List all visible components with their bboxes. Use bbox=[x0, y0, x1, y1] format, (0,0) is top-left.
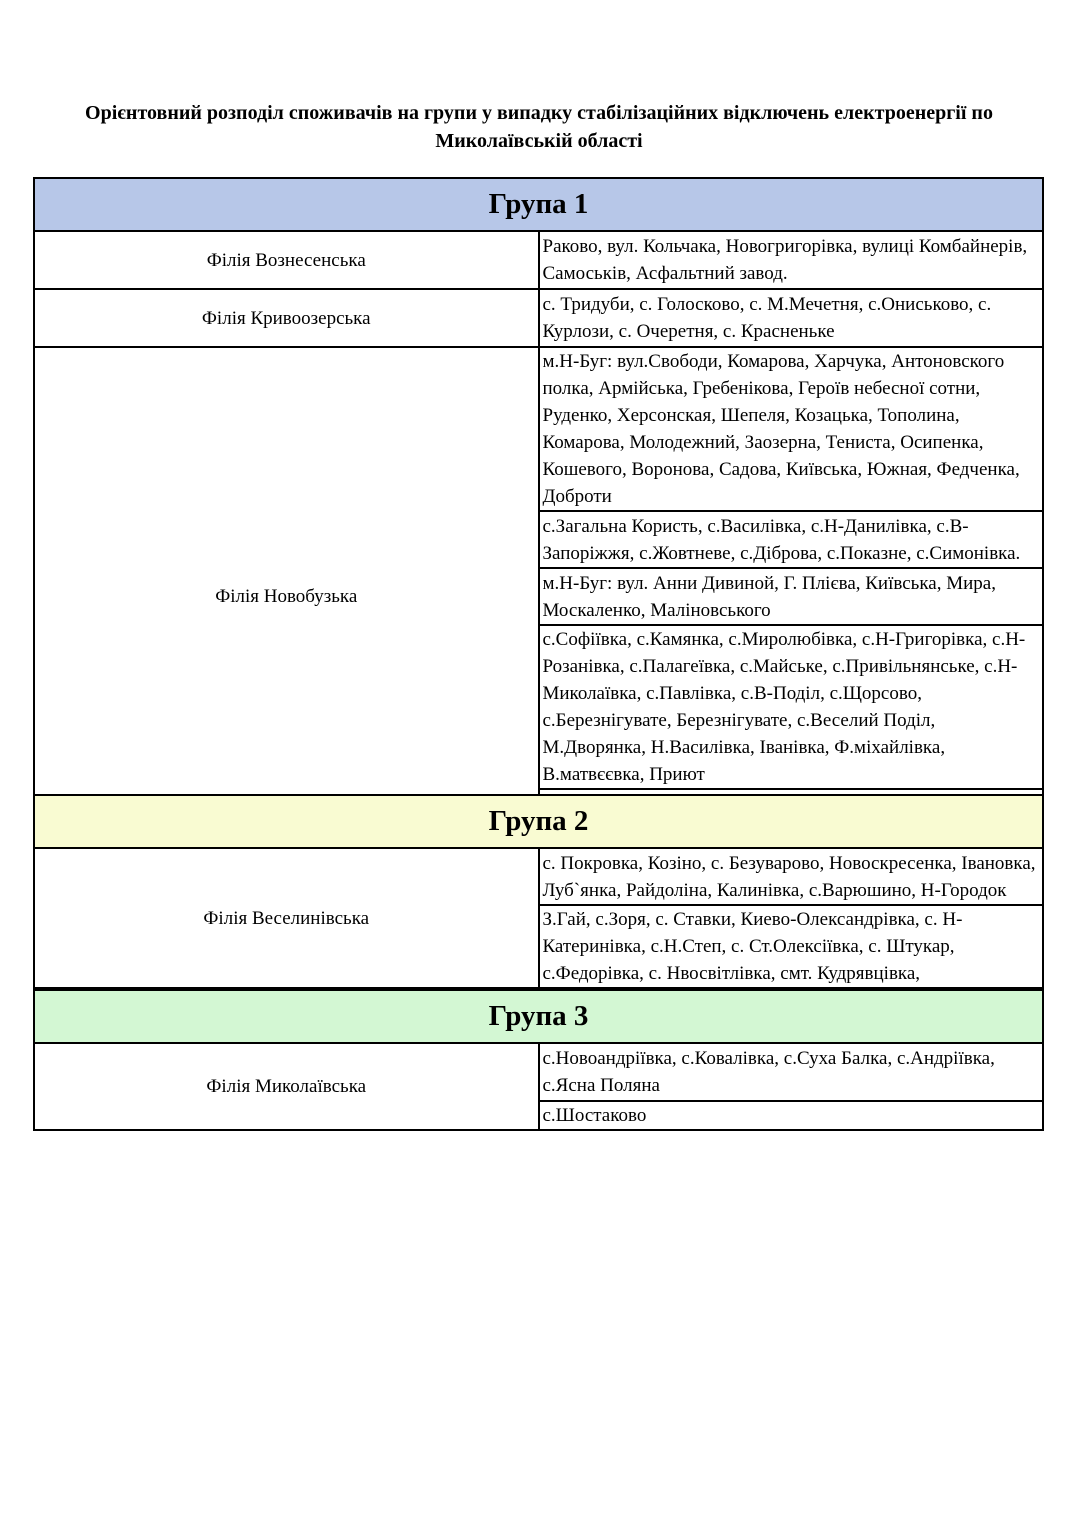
branch-name: Філія Новобузька bbox=[34, 347, 539, 845]
branch-name: Філія Веселинівська bbox=[34, 848, 539, 988]
title-line-1: Орієнтовний розподіл споживачів на групи у випадку стабілізаційних відключень електроенергії по bbox=[85, 102, 993, 124]
group-3-table bbox=[33, 989, 1044, 1131]
location-list: с.Софіївка, с.Камянка, с.Миролюбівка, с.Н-Григорівка, с.Н-Розанівка, с.Палагеївка, с.Майське, с.Привільнянське, с.Н-Миколаївка, с.Павлівка, с.В-Поділ, с.Щорсово, с.Березнігувате, Березнігувате, с.Веселий Поділ, М.Дворянка, Н.Василівка, Іванівка, Ф.міхайлівка, В.матвєєвка, Приют bbox=[539, 625, 1044, 789]
branch-name: Філія Миколаївська bbox=[34, 1043, 539, 1130]
title-line-2: Миколаївській області bbox=[435, 130, 643, 152]
group-header: Група 2 bbox=[34, 795, 1043, 848]
location-list: с.Шостаково bbox=[539, 1101, 1044, 1130]
group-header: Група 1 bbox=[34, 178, 1043, 231]
location-list: с. Покровка, Козіно, с. Безуварово, Новоскресенка, Івановка, Луб`янка, Райдоліна, Калинівка, с.Варюшино, Н-Городок bbox=[539, 848, 1044, 905]
location-list: с. Тридуби, с. Голосково, с. М.Мечетня, с.Ониськово, с. Курлози, с. Очеретня, с. Красненьке bbox=[539, 289, 1044, 347]
group-header: Група 3 bbox=[34, 990, 1043, 1043]
document-title bbox=[34, 99, 1044, 155]
branch-name: Філія Кривоозерська bbox=[34, 289, 539, 347]
location-list: м.Н-Буг: вул.Свободи, Комарова, Харчука, Антоновского полка, Армійська, Гребенікова, Героїв небесної сотни, Руденко, Херсонская, Шепеля, Козацька, Тополина, Комарова, Молодежний, Заозерна, Тениста, Осипенка, Кошевого, Воронова, Садова, Київська, Южная, Федченка, Доброти bbox=[539, 347, 1044, 511]
location-list: с.Новоандріївка, с.Ковалівка, с.Суха Балка, с.Андріївка, с.Ясна Поляна bbox=[539, 1043, 1044, 1101]
location-list: м.Н-Буг: вул. Анни Дивиной, Г. Плієва, Київська, Мира, Москаленко, Маліновського bbox=[539, 568, 1044, 625]
location-list: Раково, вул. Кольчака, Новогригорівка, вулиці Комбайнерів, Самоськів, Асфальтний завод. bbox=[539, 231, 1044, 289]
branch-name: Філія Вознесенська bbox=[34, 231, 539, 289]
group-2-table bbox=[33, 794, 1044, 989]
location-list: с.Загальна Користь, с.Василівка, с.Н-Данилівка, с.В-Запоріжжя, с.Жовтневе, с.Діброва, с.Показне, с.Симонівка. bbox=[539, 511, 1044, 568]
location-list: З.Гай, с.Зоря, с. Ставки, Киево-Олександрівка, с. Н-Катеринівка, с.Н.Степ, с. Ст.Олексіївка, с. Штукар, с.Федорівка, с. Нвосвітлівка, смт. Кудрявцівка, bbox=[539, 905, 1044, 988]
group-1-table bbox=[33, 177, 1044, 846]
